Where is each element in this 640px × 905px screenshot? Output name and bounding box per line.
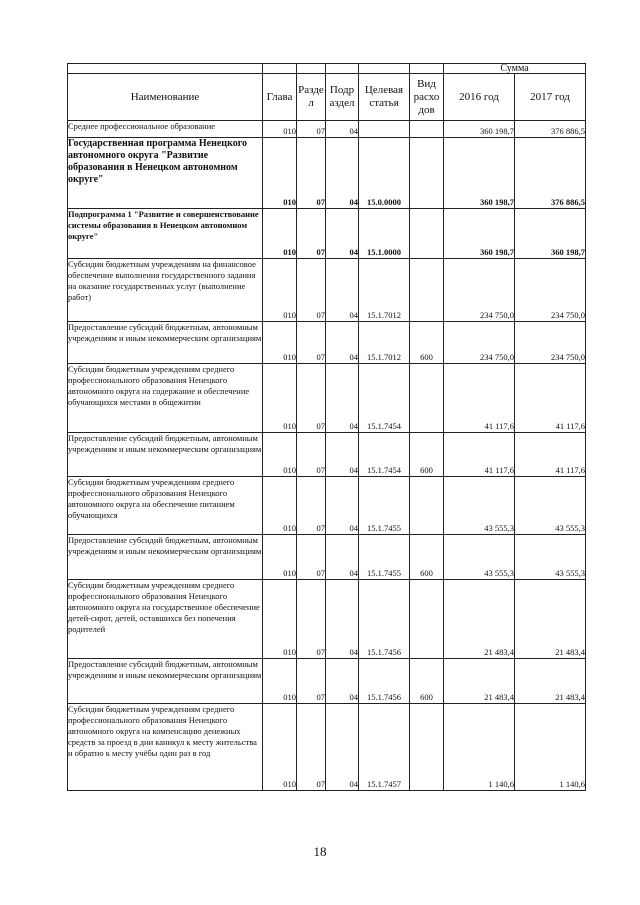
table-cell-2017: 41 117,6: [515, 433, 586, 477]
table-cell-razdel: 07: [297, 659, 326, 704]
header-blank: [68, 64, 263, 74]
table-cell-2017: 43 555,3: [515, 477, 586, 535]
table-cell-target: 15.0.0000: [359, 138, 410, 209]
table-cell-vid: [410, 364, 444, 433]
table-cell-2017: 234 750,0: [515, 259, 586, 322]
table-cell-name: Предоставление субсидий бюджетным, автономным учреждениям и иным некоммерческим организациям: [68, 659, 263, 704]
table-cell-glava: 010: [263, 121, 297, 138]
header-vid: Вид расхо дов: [410, 74, 444, 121]
table-cell-2016: 43 555,3: [444, 477, 515, 535]
table-cell-target: 15.1.7456: [359, 580, 410, 659]
table-cell-target: 15.1.0000: [359, 209, 410, 259]
table-cell-2016: 21 483,4: [444, 580, 515, 659]
table-body: [68, 121, 586, 791]
table-cell-vid: [410, 138, 444, 209]
table-cell-2016: 1 140,6: [444, 704, 515, 791]
table-cell-glava: 010: [263, 364, 297, 433]
page-number: 18: [313, 844, 327, 859]
table-cell-2016: 41 117,6: [444, 433, 515, 477]
table-cell-2016: 360 198,7: [444, 121, 515, 138]
table-cell-name: Предоставление субсидий бюджетным, автономным учреждениям и иным некоммерческим организациям: [68, 433, 263, 477]
table-cell-vid: 600: [410, 322, 444, 364]
table-cell-razdel: 07: [297, 477, 326, 535]
table-cell-target: 15.1.7455: [359, 535, 410, 580]
table-cell-target: 15.1.7455: [359, 477, 410, 535]
table-cell-vid: 600: [410, 659, 444, 704]
table-row: [68, 433, 586, 477]
header-2016: 2016 год: [444, 74, 515, 121]
table-cell-name: Предоставление субсидий бюджетным, автономным учреждениям и иным некоммерческим организациям: [68, 322, 263, 364]
table-cell-vid: [410, 580, 444, 659]
table-cell-name: Субсидии бюджетным учреждениям среднего профессионального образования Ненецкого автономного округа на содержание и обеспечение обучающихся местами в общежитии: [68, 364, 263, 433]
table-cell-name: Государственная программа Ненецкого автономного округа "Развитие образования в Ненецком автономном округе": [68, 138, 263, 209]
table-cell-vid: 600: [410, 433, 444, 477]
table-cell-glava: 010: [263, 433, 297, 477]
table-cell-name: Субсидии бюджетным учреждениям среднего профессионального образования Ненецкого автономного округа на компенсацию денежных средств за проезд в дни каникул к месту жительства и обратно к месту учёбы один раз в год: [68, 704, 263, 791]
header-target: Целевая статья: [359, 74, 410, 121]
table-cell-2016: 21 483,4: [444, 659, 515, 704]
table-cell-2016: 43 555,3: [444, 535, 515, 580]
table-cell-glava: 010: [263, 659, 297, 704]
table-row: [68, 138, 586, 209]
header-blank: [263, 64, 297, 74]
header-podrazdel: Подр аздел: [326, 74, 359, 121]
table-cell-2017: 41 117,6: [515, 364, 586, 433]
table-cell-vid: [410, 704, 444, 791]
table-cell-razdel: 07: [297, 259, 326, 322]
table-cell-glava: 010: [263, 259, 297, 322]
table-row: [68, 322, 586, 364]
table-cell-name: Субсидии бюджетным учреждениям среднего профессионального образования Ненецкого автономного округа на обеспечение питанием обучающихся: [68, 477, 263, 535]
table-cell-podrazdel: 04: [326, 535, 359, 580]
table-cell-glava: 010: [263, 209, 297, 259]
table-cell-glava: 010: [263, 477, 297, 535]
table-cell-2017: 376 886,5: [515, 121, 586, 138]
table-cell-2017: 21 483,4: [515, 659, 586, 704]
header-blank: [297, 64, 326, 74]
table-row: [68, 121, 586, 138]
table-cell-vid: [410, 209, 444, 259]
table-cell-name: Субсидии бюджетным учреждениям на финансовое обеспечение выполнения государственного задания на оказание государственных услуг (выполнение работ): [68, 259, 263, 322]
budget-table: [67, 63, 586, 791]
table-cell-razdel: 07: [297, 209, 326, 259]
table-cell-2017: 1 140,6: [515, 704, 586, 791]
table-row: [68, 477, 586, 535]
table-row: [68, 580, 586, 659]
table-cell-2016: 234 750,0: [444, 259, 515, 322]
table-cell-podrazdel: 04: [326, 121, 359, 138]
table-cell-target: 15.1.7456: [359, 659, 410, 704]
table-cell-podrazdel: 04: [326, 364, 359, 433]
table-cell-podrazdel: 04: [326, 259, 359, 322]
table-cell-target: 15.1.7454: [359, 364, 410, 433]
table-cell-2016: 360 198,7: [444, 138, 515, 209]
header-name: Наименование: [68, 74, 263, 121]
table-cell-2017: 234 750,0: [515, 322, 586, 364]
table-cell-2016: 41 117,6: [444, 364, 515, 433]
table-cell-glava: 010: [263, 580, 297, 659]
header-2017: 2017 год: [515, 74, 586, 121]
table-row: [68, 259, 586, 322]
table-cell-vid: [410, 121, 444, 138]
header-glava: Глава: [263, 74, 297, 121]
table-cell-vid: 600: [410, 535, 444, 580]
table-cell-2017: 360 198,7: [515, 209, 586, 259]
table-cell-glava: 010: [263, 704, 297, 791]
table-cell-target: [359, 121, 410, 138]
table-cell-vid: [410, 259, 444, 322]
header-blank: [359, 64, 410, 74]
table-cell-razdel: 07: [297, 138, 326, 209]
table-cell-razdel: 07: [297, 535, 326, 580]
header-razdel: Разде л: [297, 74, 326, 121]
table-cell-vid: [410, 477, 444, 535]
table-cell-target: 15.1.7457: [359, 704, 410, 791]
table-cell-podrazdel: 04: [326, 433, 359, 477]
table-cell-glava: 010: [263, 535, 297, 580]
table-cell-podrazdel: 04: [326, 209, 359, 259]
table-cell-name: Подпрограмма 1 "Развитие и совершенствование системы образования в Ненецком автономном округе": [68, 209, 263, 259]
table-row: [68, 659, 586, 704]
table-cell-podrazdel: 04: [326, 477, 359, 535]
header-blank: [410, 64, 444, 74]
table-cell-podrazdel: 04: [326, 580, 359, 659]
header-sum: Сумма: [444, 64, 586, 74]
table-cell-razdel: 07: [297, 322, 326, 364]
table-cell-name: Субсидии бюджетным учреждениям среднего профессионального образования Ненецкого автономного округа на государственное обеспечение детей-сирот, детей, оставшихся без попечения родителей: [68, 580, 263, 659]
table-cell-podrazdel: 04: [326, 704, 359, 791]
table-cell-razdel: 07: [297, 433, 326, 477]
table-cell-razdel: 07: [297, 704, 326, 791]
table-cell-glava: 010: [263, 138, 297, 209]
table-cell-razdel: 07: [297, 364, 326, 433]
table-cell-target: 15.1.7454: [359, 433, 410, 477]
table-cell-2017: 376 886,5: [515, 138, 586, 209]
table-cell-razdel: 07: [297, 121, 326, 138]
table-row: [68, 704, 586, 791]
table-cell-glava: 010: [263, 322, 297, 364]
table-row: [68, 209, 586, 259]
table-cell-2016: 360 198,7: [444, 209, 515, 259]
table-cell-2017: 21 483,4: [515, 580, 586, 659]
table-row: [68, 535, 586, 580]
table-cell-target: 15.1.7012: [359, 259, 410, 322]
header-blank: [326, 64, 359, 74]
table-cell-podrazdel: 04: [326, 659, 359, 704]
table-cell-2017: 43 555,3: [515, 535, 586, 580]
table-row: [68, 364, 586, 433]
table-cell-2016: 234 750,0: [444, 322, 515, 364]
table-cell-target: 15.1.7012: [359, 322, 410, 364]
table-cell-name: Среднее профессиональное образование: [68, 121, 263, 138]
table-cell-podrazdel: 04: [326, 138, 359, 209]
table-cell-podrazdel: 04: [326, 322, 359, 364]
table-cell-name: Предоставление субсидий бюджетным, автономным учреждениям и иным некоммерческим организациям: [68, 535, 263, 580]
table-cell-razdel: 07: [297, 580, 326, 659]
